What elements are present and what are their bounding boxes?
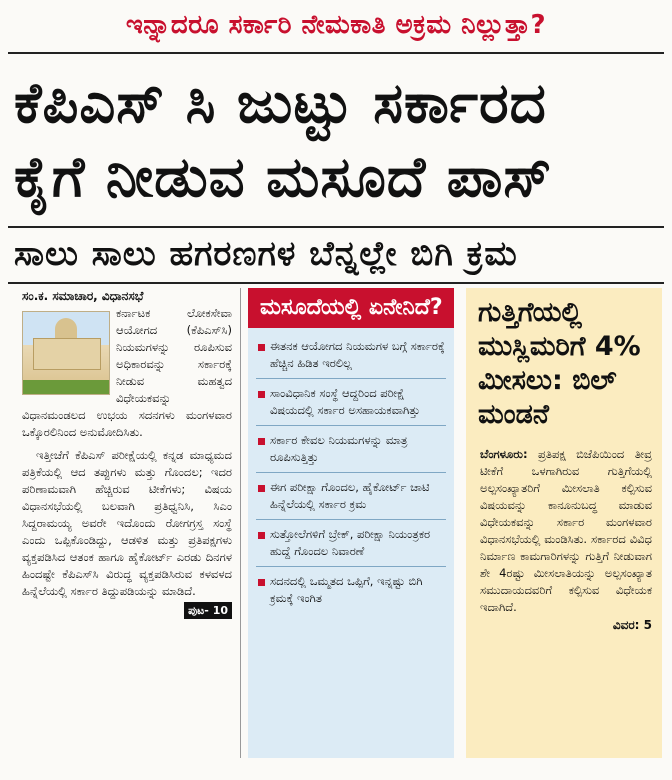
list-item: ಸಾಂವಿಧಾನಿಕ ಸಂಸ್ಥೆ ಆದ್ದರಿಂದ ಪರೀಕ್ಷೆ ವಿಷಯದಲ್ಲಿ ಸರ್ಕಾರ ಅಸಹಾಯಕವಾಗಿತ್ತು (256, 379, 446, 426)
vidhana-soudha-photo (22, 311, 110, 395)
main-headline-line-1: ಕೆಪಿಎಸ್ ಸಿ ಜುಟ್ಟು ಸರ್ಕಾರದ (14, 71, 547, 136)
highlights-title: ಮಸೂದೆಯಲ್ಲಿ ಏನೇನಿದೆ? (248, 288, 454, 328)
subheadline: ಸಾಲು ಸಾಲು ಹಗರಣಗಳ ಬೆನ್ನಲ್ಲೇ ಬಿಗಿ ಕ್ರಮ (14, 234, 518, 274)
side-story-text: ಪ್ರತಿಪಕ್ಷ ಬಿಜೆಪಿಯಿಂದ ತೀವ್ರ ಟೀಕೆಗೆ ಒಳಗಾಗಿರುವ ಗುತ್ತಿಗೆಯಲ್ಲಿ ಅಲ್ಪಸಂಖ್ಯಾತರಿಗೆ ಮೀಸಲಾತಿ ಕಲ್ಪಿಸುವ ವಿಷಯವನ್ನು ಕಾನೂನುಬದ್ಧ ಮಾಡುವ ವಿಧೇಯಕವನ್ನು ಸರ್ಕಾರ ಮಂಗಳವಾರ ವಿಧಾನಸಭೆಯಲ್ಲಿ ಮಂಡಿಸಿತು. ಸರ್ಕಾರದ ವಿವಿಧ ನಿರ್ಮಾಣ ಕಾಮಗಾರಿಗಳನ್ನು ಗುತ್ತಿಗೆ ನೀಡುವಾಗ ಶೇ 4ರಷ್ಟು ಮೀಸಲಾತಿಯನ್ನು ಅಲ್ಪಸಂಖ್ಯಾತ ಸಮುದಾಯದವರಿಗೆ ಕಲ್ಪಿಸುವ ವಿಧೇಯಕ ಇದಾಗಿದೆ. (480, 447, 652, 614)
side-story-body (466, 442, 662, 616)
article-paragraph: ಕರ್ನಾಟಕ ಲೋಕಸೇವಾ ಆಯೋಗದ (ಕೆಪಿಎಸ್‌ಸಿ) ನಿಯಮಗಳನ್ನು ರೂಪಿಸುವ ಅಧಿಕಾರವನ್ನು ಸರ್ಕಾರಕ್ಕೆ ನೀಡುವ ಮಹತ್ವದ ವಿಧೇಯಕವನ್ನು ವಿಧಾನಮಂಡಲದ ಉಭಯ ಸದನಗಳು ಮಂಗಳವಾರ ಒಕ್ಕೊರಲಿನಿಂದ ಅನುಮೋದಿಸಿತು. (22, 306, 232, 439)
divider (8, 282, 664, 284)
continued-page-ref: ಪುಟ- 10 (184, 602, 232, 619)
list-item: ಈತನಕ ಆಯೋಗದ ನಿಯಮಗಳ ಬಗ್ಗೆ ಸರ್ಕಾರಕ್ಕೆ ಹೆಚ್ಚಿನ ಹಿಡಿತ ಇರಲಿಲ್ಲ (256, 332, 446, 379)
list-item: ಈಗ ಪರೀಕ್ಷಾ ಗೊಂದಲ, ಹೈಕೋರ್ಟ್ ಚಾಟಿ ಹಿನ್ನೆಲೆಯಲ್ಲಿ ಸರ್ಕಾರ ಕ್ರಮ (256, 473, 446, 520)
list-item: ಸದನದಲ್ಲಿ ಒಮ್ಮತದ ಒಪ್ಪಿಗೆ, ಇನ್ನಷ್ಟು ಬಿಗಿ ಕ್ರಮಕ್ಕೆ ಇಂಗಿತ (256, 567, 446, 613)
article-paragraph: ಇತ್ತೀಚೆಗೆ ಕೆಪಿಎಸ್ ಪರೀಕ್ಷೆಯಲ್ಲಿ ಕನ್ನಡ ಮಾಧ್ಯಮದ ಪತ್ರಿಕೆಯಲ್ಲಿ ಆದ ತಪ್ಪುಗಳು ಮತ್ತು ಗೊಂದಲ; ಇದರ ಪರಿಣಾಮವಾಗಿ ಹೆಚ್ಚಿರುವ ಟೀಕೆಗಳು; ವಿಷಯ ವಿಧಾನಸಭೆಯಲ್ಲಿ ಬಲವಾಗಿ ಪ್ರತಿಧ್ವನಿಸಿ, ಸಿಎಂ ಸಿದ್ದರಾಮಯ್ಯ ಅವರೇ ಇದೊಂದು ರೋಗಗ್ರಸ್ತ ಸಂಸ್ಥೆ ಎಂದು ಒಪ್ಪಿಕೊಂಡಿದ್ದು, ಆಡಳಿತ ಮತ್ತು ಪ್ರತಿಪಕ್ಷಗಳು ವ್ಯಕ್ತಪಡಿಸಿದ ಆತಂಕ ಹಾಗೂ ಹೈಕೋರ್ಟ್ ಎರಡು ದಿನಗಳ ಹಿಂದಷ್ಟೇ ಕೆಪಿಎಸ್‌ಸಿ ವಿರುದ್ಧ ವ್ಯಕ್ತಪಡಿಸಿರುವ ಕಳವಳದ ಹಿನ್ನೆಲೆಯಲ್ಲಿ ಸರ್ಕಾರ ತಿದ್ದುಪಡಿಯನ್ನು ಮಾಡಿದೆ. (22, 448, 232, 598)
kicker-headline: ಇನ್ನಾದರೂ ಸರ್ಕಾರಿ ನೇಮಕಾತಿ ಅಕ್ರಮ ನಿಲ್ಲುತ್ತಾ? (125, 10, 547, 40)
bill-highlights-box (248, 288, 454, 758)
side-story-box (466, 288, 662, 758)
details-page-ref: ವಿವರ: 5 (612, 618, 652, 632)
list-item: ಸರ್ಕಾರ ಕೇವಲ ನಿಯಮಗಳನ್ನು ಮಾತ್ರ ರೂಪಿಸುತ್ತಿತ್ತು (256, 426, 446, 473)
divider (8, 226, 664, 228)
dateline: ಬೆಂಗಳೂರು: (480, 447, 528, 461)
column-divider (240, 288, 241, 758)
list-item: ಸುತ್ತೋಲೆಗಳಿಗೆ ಬ್ರೇಕ್, ಪರೀಕ್ಷಾ ನಿಯಂತ್ರಕರ ಹುದ್ದೆ ಗೊಂದಲ ನಿವಾರಣೆ (256, 520, 446, 567)
byline: ಸಂ.ಕ. ಸಮಾಚಾರ, ವಿಧಾನಸಭೆ (22, 289, 144, 303)
side-story-title: ಗುತ್ತಿಗೆಯಲ್ಲಿ ಮುಸ್ಲಿಮರಿಗೆ 4% ಮೀಸಲು: ಬಿಲ್ ಮಂಡನೆ (478, 297, 641, 430)
divider (8, 52, 664, 54)
lead-article (22, 288, 232, 766)
main-headline-line-2: ಕೈಗೆ ನೀಡುವ ಮಸೂದೆ ಪಾಸ್ (14, 145, 553, 210)
highlights-list (248, 328, 454, 613)
